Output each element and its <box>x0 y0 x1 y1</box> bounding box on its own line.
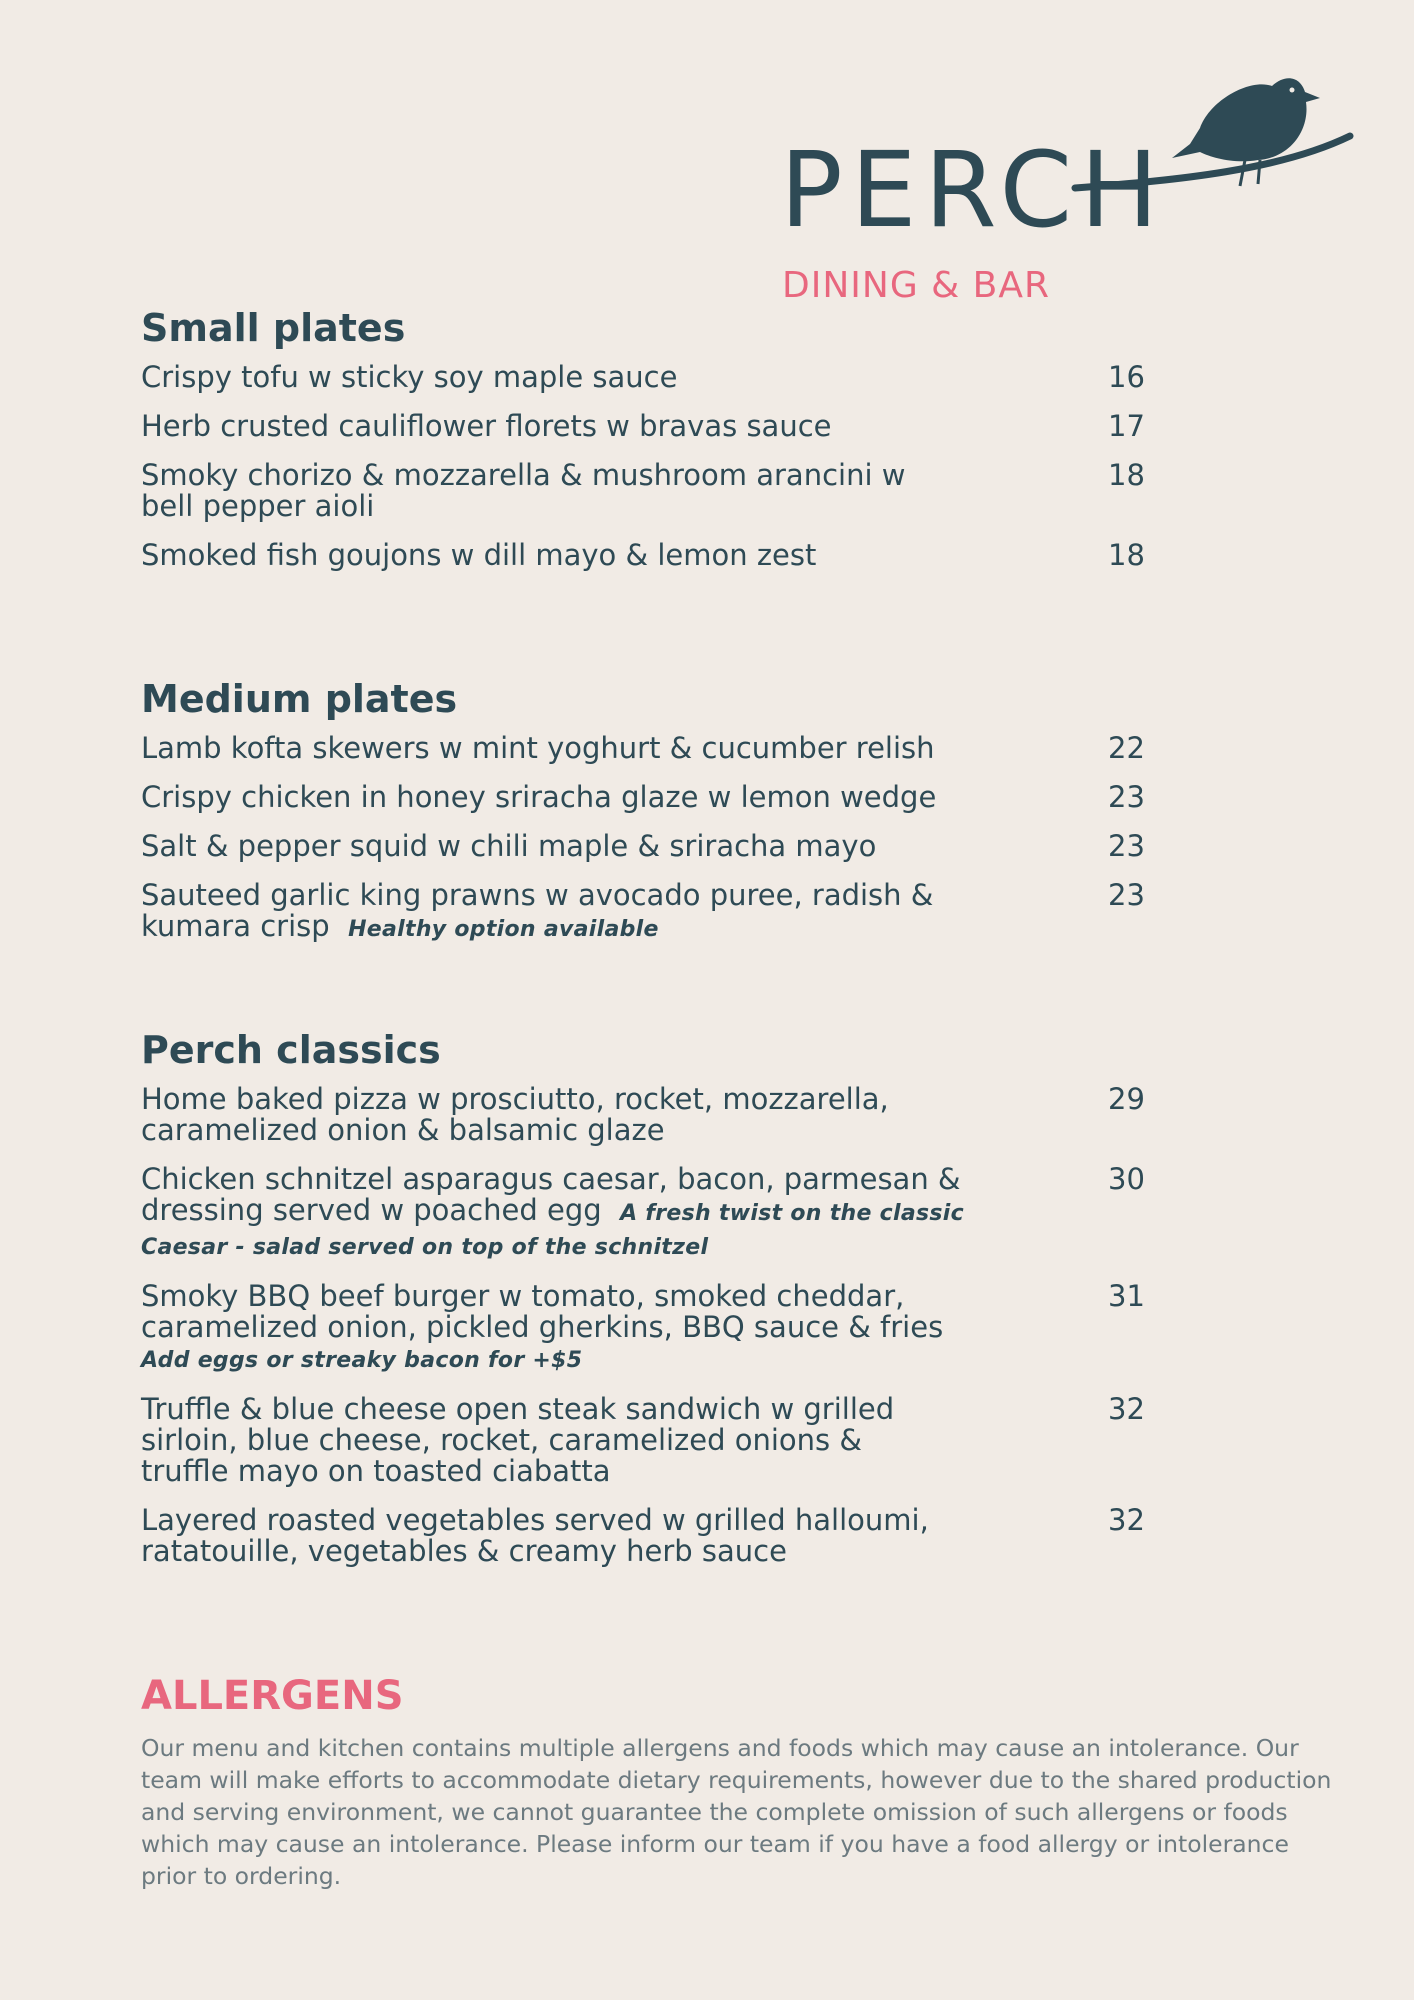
item-name: Salt & pepper squid w chili maple & sriracha mayo <box>141 828 877 863</box>
section-perch-classics <box>141 1028 1161 1585</box>
item-name: Home baked pizza w prosciutto, rocket, mozzarella, caramelized onion & balsamic glaze <box>141 1081 889 1147</box>
item-price: 32 <box>1108 1502 1145 1537</box>
item-price: 18 <box>1108 457 1145 492</box>
brand-tagline: DINING & BAR <box>782 265 1051 306</box>
item-name: Truffle & blue cheese open steak sandwich w grilled sirloin, blue cheese, rocket, caramelized onions & truffle mayo on toasted ciabatta <box>141 1391 895 1488</box>
item-name: Crispy chicken in honey sriracha glaze w lemon wedge <box>141 779 937 814</box>
menu-item <box>141 1278 1161 1376</box>
section-title: Small plates <box>141 306 406 350</box>
allergens-section <box>141 1672 1341 1892</box>
item-price: 31 <box>1108 1278 1145 1313</box>
menu-item <box>141 730 1161 765</box>
menu-item <box>141 1161 1161 1263</box>
item-price: 23 <box>1108 828 1145 863</box>
item-name <box>141 877 971 945</box>
item-name <box>141 1278 991 1376</box>
item-price: 18 <box>1108 537 1145 572</box>
item-price: 30 <box>1108 1161 1145 1196</box>
item-price: 17 <box>1108 408 1145 443</box>
logo <box>780 60 1360 320</box>
menu-item <box>141 359 1161 394</box>
section-small-plates <box>141 306 1161 589</box>
item-name: Herb crusted cauliflower florets w bravas sauce <box>141 408 832 443</box>
item-name: Lamb kofta skewers w mint yoghurt & cucumber relish <box>141 730 935 765</box>
brand-name: PERCH <box>780 129 1167 251</box>
menu-item <box>141 457 1161 523</box>
menu-item <box>141 1081 1161 1147</box>
section-title: Medium plates <box>141 677 458 721</box>
allergens-title: ALLERGENS <box>141 1673 404 1719</box>
item-note: Healthy option available <box>348 916 659 942</box>
item-price: 32 <box>1108 1391 1145 1426</box>
item-note: A fresh twist on the classic Caesar - salad served on top of the schnitzel <box>141 1200 964 1260</box>
menu-item <box>141 779 1161 814</box>
menu-item <box>141 537 1161 572</box>
section-medium-plates <box>141 677 1161 963</box>
item-price: 16 <box>1108 359 1145 394</box>
item-name: Smoked fish goujons w dill mayo & lemon zest <box>141 537 817 572</box>
menu-item <box>141 408 1161 443</box>
item-name-text: Sauteed garlic king prawns w avocado puree, radish & kumara crisp <box>141 877 934 943</box>
menu-item <box>141 877 1161 945</box>
item-name: Smoky chorizo & mozzarella & mushroom arancini w bell pepper aioli <box>141 457 906 523</box>
section-title: Perch classics <box>141 1028 441 1072</box>
item-name <box>141 1161 1001 1263</box>
allergens-text: Our menu and kitchen contains multiple allergens and foods which may cause an intolerance. Our team will make efforts to accommodate dietary requirements, however due to the shared production and serving environment, we cannot guarantee the complete omission of such allergens or foods which may cause an intolerance. Please inform our team if you have a food allergy or intolerance prior to ordering. <box>141 1734 1332 1890</box>
item-price: 22 <box>1108 730 1145 765</box>
item-price: 23 <box>1108 877 1145 912</box>
item-price: 23 <box>1108 779 1145 814</box>
item-price: 29 <box>1108 1081 1145 1116</box>
item-note: Add eggs or streaky bacon for +$5 <box>141 1347 583 1373</box>
item-name-text: Smoky BBQ beef burger w tomato, smoked cheddar, caramelized onion, pickled gherkins, BBQ sauce & fries <box>141 1278 944 1344</box>
menu-item <box>141 1502 1161 1568</box>
item-name: Layered roasted vegetables served w grilled halloumi, ratatouille, vegetables & creamy herb sauce <box>141 1502 929 1568</box>
item-name-text: Chicken schnitzel asparagus caesar, bacon, parmesan & dressing served w poached egg <box>141 1161 961 1227</box>
item-name: Crispy tofu w sticky soy maple sauce <box>141 359 678 394</box>
menu-item <box>141 1391 1161 1488</box>
menu-item <box>141 828 1161 863</box>
